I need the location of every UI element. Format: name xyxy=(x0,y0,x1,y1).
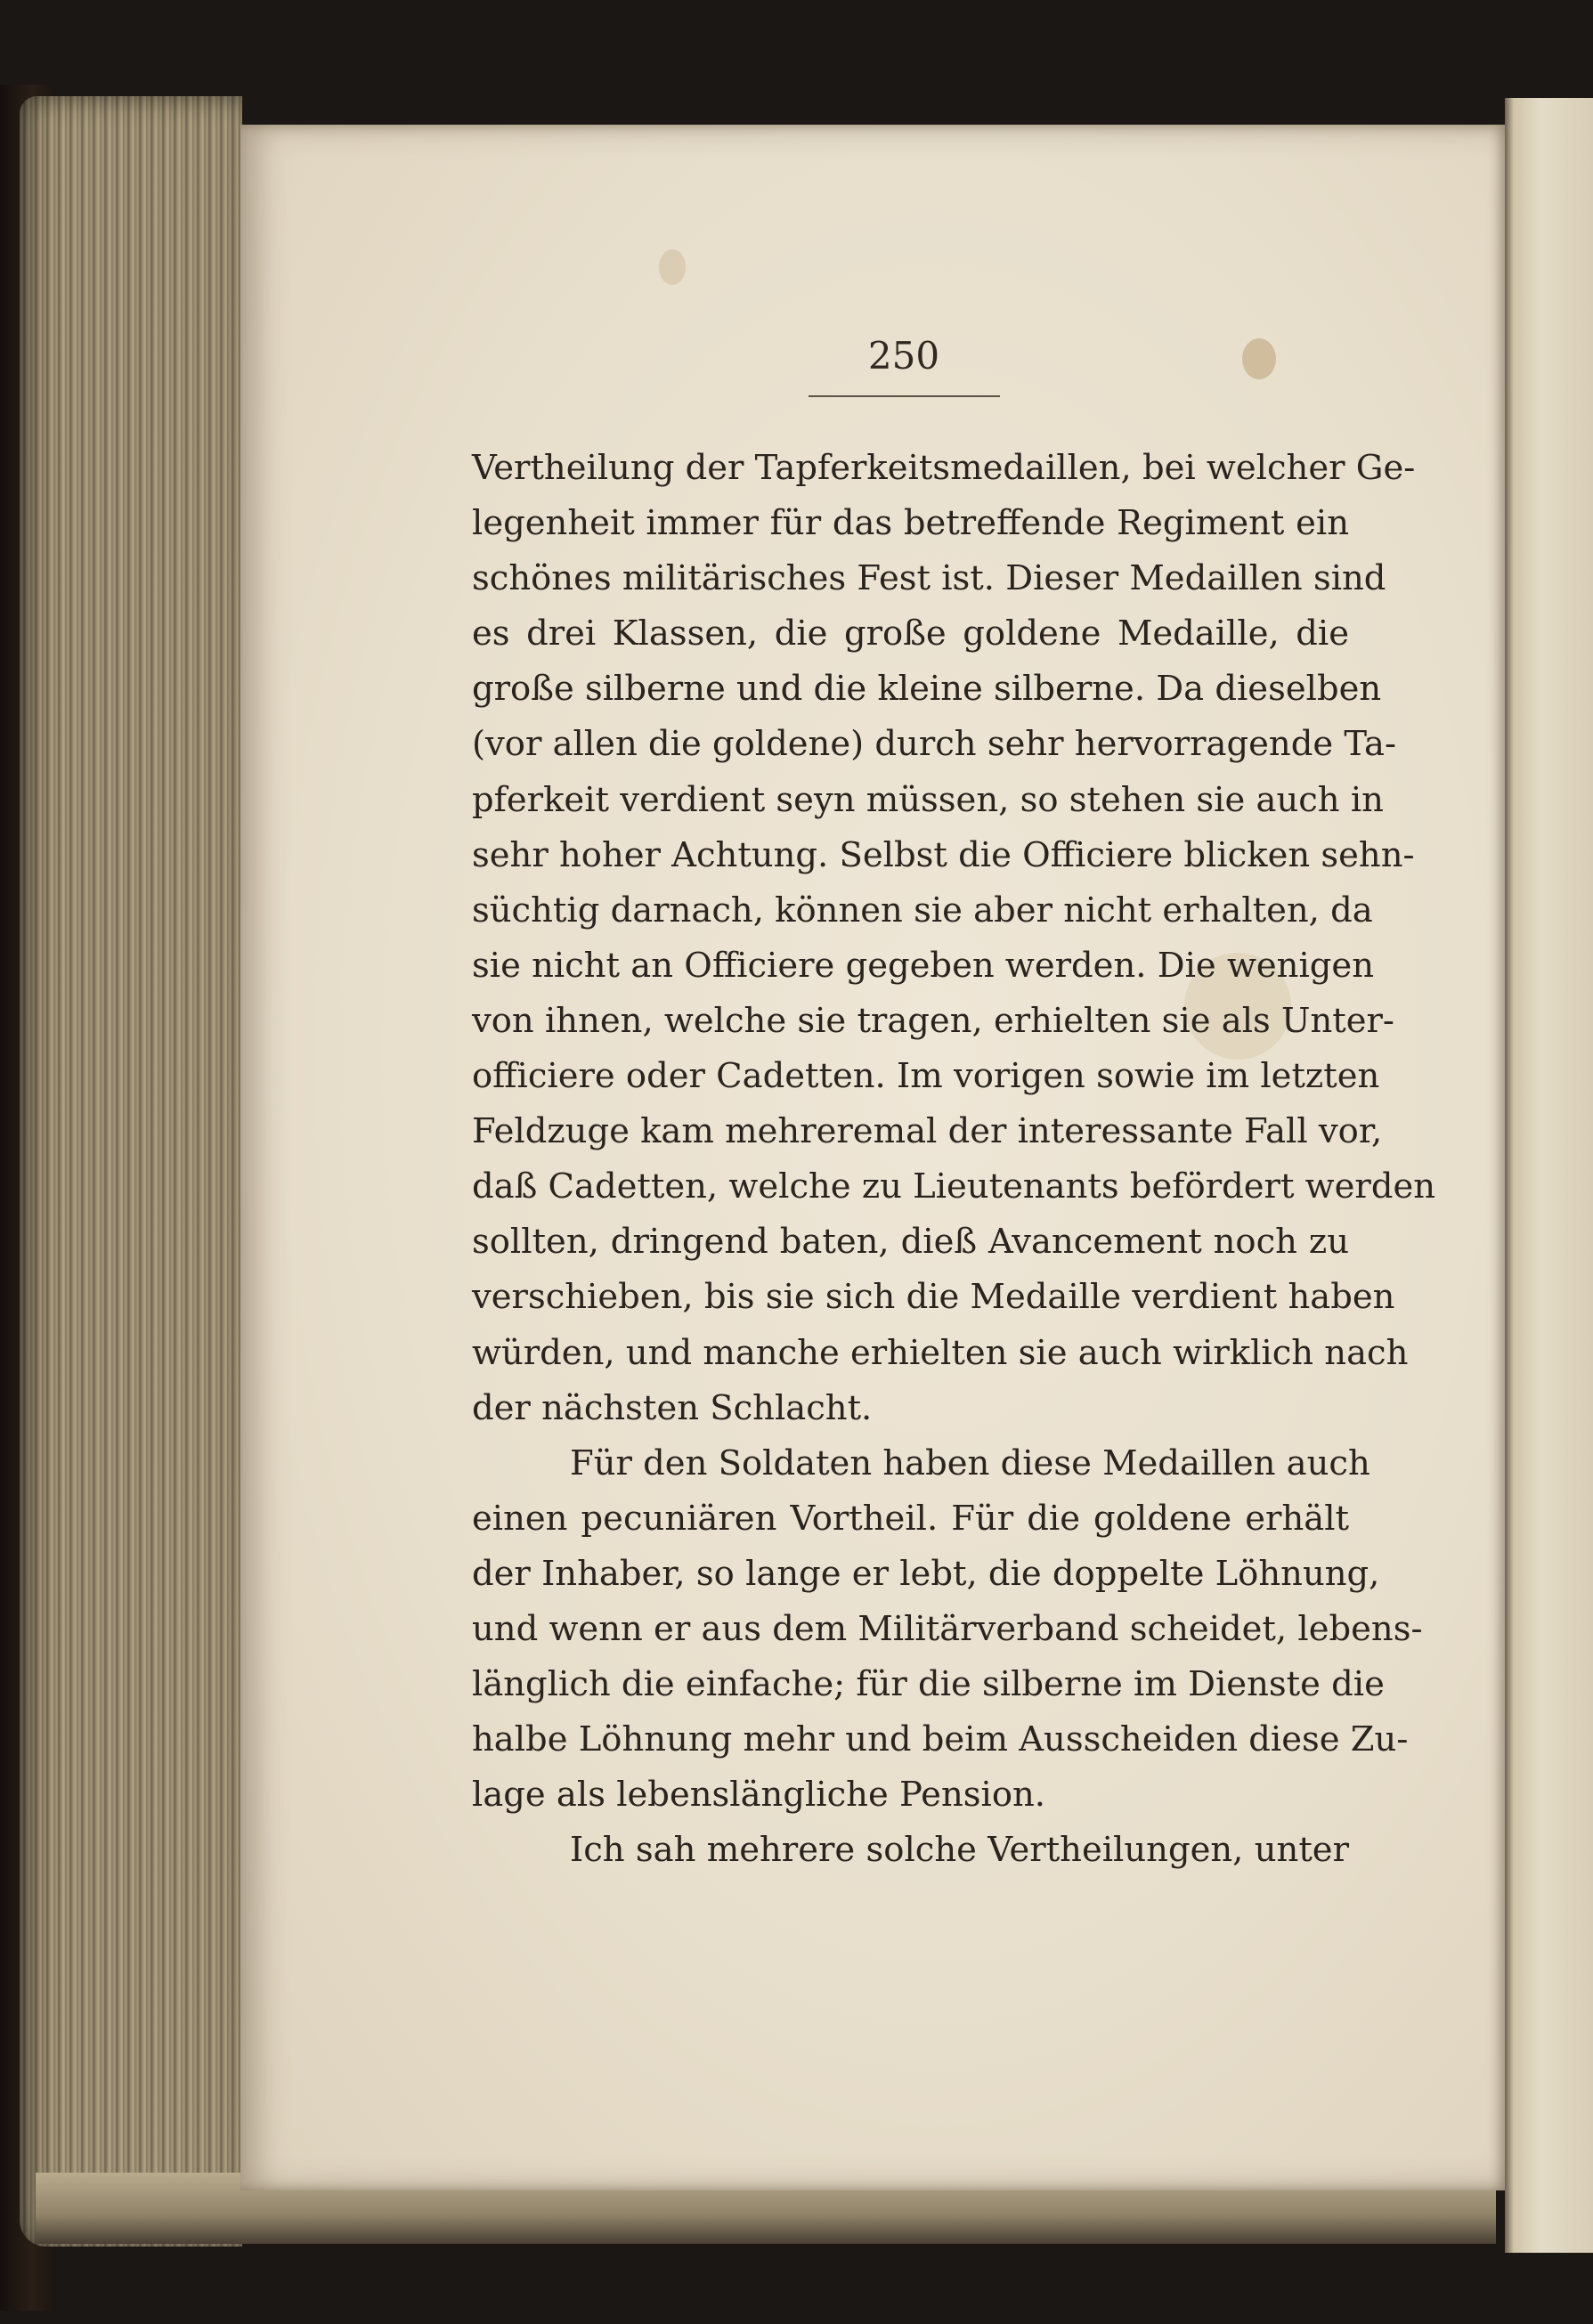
text-line: würden, und manche erhielten sie auch wirklich nach xyxy=(472,1332,1409,1373)
text-line: sie nicht an Officiere gegeben werden. Die wenigen xyxy=(472,945,1375,986)
text-line: sehr hoher Achtung. Selbst die Officiere blicken sehn- xyxy=(472,834,1415,875)
paragraph xyxy=(472,1823,1349,1878)
text-line: Feldzuge kam mehreremal der interessante Fall vor, xyxy=(472,1111,1383,1152)
paragraph xyxy=(472,1436,1423,1824)
paper-stain xyxy=(659,249,686,285)
text-line: einen pecuniären Vortheil. Für die goldene erhält xyxy=(472,1498,1349,1539)
text-line: es drei Klassen, die große goldene Medaille, die xyxy=(472,614,1349,654)
text-line: schönes militärisches Fest ist. Dieser Medaillen sind xyxy=(472,558,1386,599)
text-line: halbe Löhnung mehr und beim Ausscheiden diese Zu- xyxy=(472,1719,1409,1760)
text-line: verschieben, bis sie sich die Medaille verdient haben xyxy=(472,1277,1395,1318)
text-line: (vor allen die goldene) durch sehr hervorragende Ta- xyxy=(472,724,1397,765)
text-line: daß Cadetten, welche zu Lieutenants befördert werden xyxy=(472,1166,1436,1207)
text-line: Vertheilung der Tapferkeitsmedaillen, bei welcher Ge- xyxy=(472,448,1416,488)
text-line: der nächsten Schlacht. xyxy=(472,1387,873,1428)
text-line: große silberne und die kleine silberne. Da dieselben xyxy=(472,669,1382,710)
text-line: süchtig darnach, können sie aber nicht erhalten, da xyxy=(472,890,1373,930)
text-line: legenheit immer für das betreffende Regiment ein xyxy=(472,503,1349,544)
text-line: lage als lebenslängliche Pension. xyxy=(472,1775,1046,1816)
text-line: Für den Soldaten haben diese Medaillen auch xyxy=(570,1442,1370,1483)
text-line: sollten, dringend baten, dieß Avancement noch zu xyxy=(472,1222,1349,1263)
text-line: pferkeit verdient seyn müssen, so stehen sie auch in xyxy=(472,779,1384,820)
text-line: länglich die einfache; für die silberne im Dienste die xyxy=(472,1664,1385,1705)
paper-stain xyxy=(1242,338,1276,379)
text-line: von ihnen, welche sie tragen, erhielten sie als Unter- xyxy=(472,1000,1394,1041)
text-line: officiere oder Cadetten. Im vorigen sowie im letzten xyxy=(472,1056,1380,1097)
body-text xyxy=(472,441,1436,1878)
page-stack-left xyxy=(20,96,242,2247)
page-number: 250 xyxy=(867,334,940,378)
paragraph xyxy=(472,441,1436,1436)
text-line: der Inhaber, so lange er lebt, die doppelte Löhnung, xyxy=(472,1553,1380,1594)
text-line: und wenn er aus dem Militärverband scheidet, lebens- xyxy=(472,1608,1423,1649)
header-rule xyxy=(809,395,1000,397)
facing-page-edge xyxy=(1505,98,1593,2253)
text-line: Ich sah mehrere solche Vertheilungen, unter xyxy=(570,1830,1349,1871)
